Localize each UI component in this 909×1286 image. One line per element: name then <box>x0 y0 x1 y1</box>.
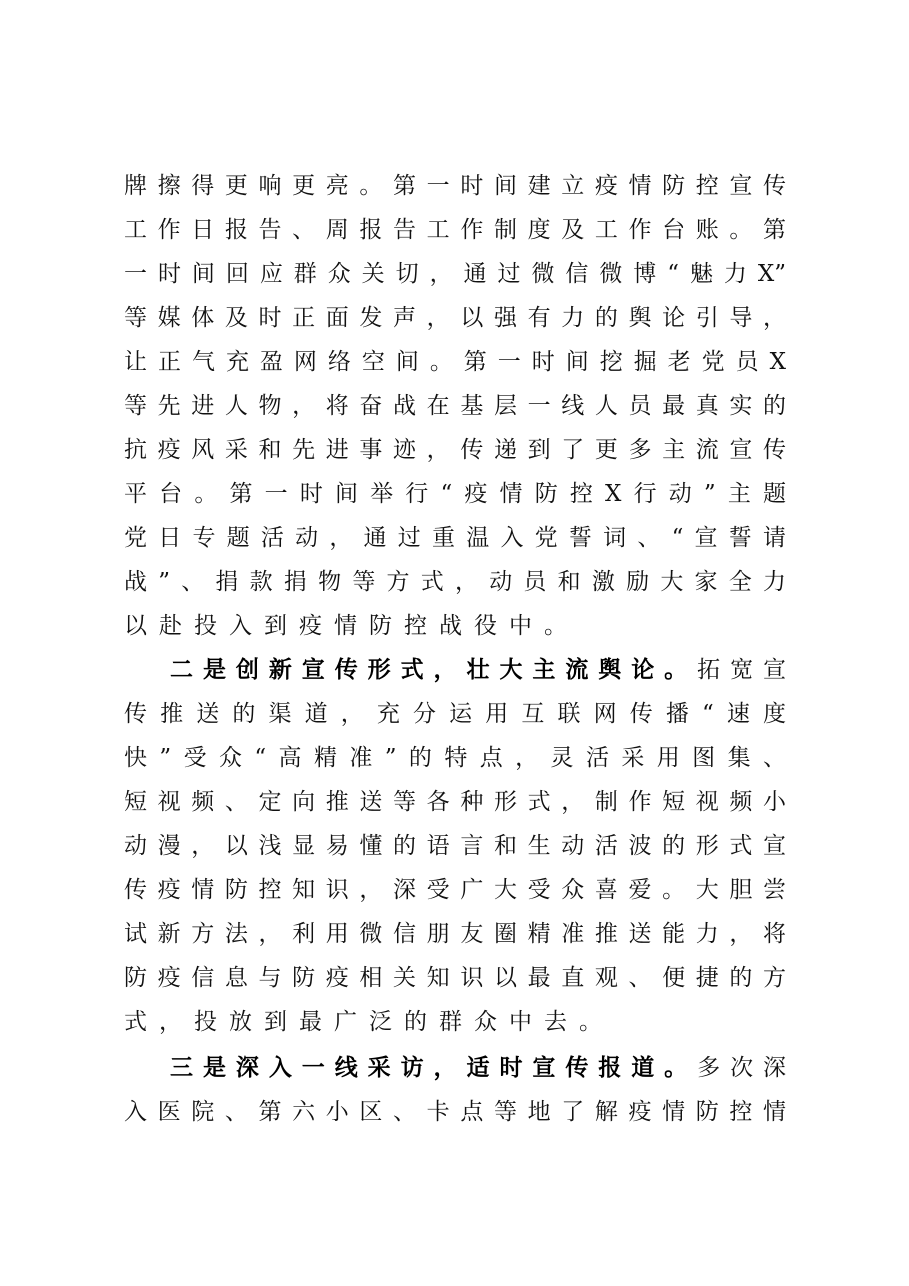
text-line: 牌擦得更响更亮。第一时间建立疫情防控宣传 <box>124 173 786 199</box>
text-line: 试新方法，利用微信朋友圈精准推送能力，将 <box>124 921 786 947</box>
section-heading: 三是深入一线采访，适时宣传报道。 <box>170 1054 698 1081</box>
text-line: 防疫信息与防疫相关知识以最直观、便捷的方 <box>124 965 786 991</box>
text-line: 入医院、第六小区、卡点等地了解疫情防控情 <box>124 1099 786 1125</box>
text-line: 等先进人物，将奋战在基层一线人员最真实的 <box>124 393 786 419</box>
text-line: 平台。第一时间举行“疫情防控X行动”主题 <box>124 481 786 507</box>
text-line: 让正气充盈网络空间。第一时间挖掘老党员X <box>124 349 786 375</box>
paragraph-first-line <box>170 650 786 690</box>
text-line: 式，投放到最广泛的群众中去。 <box>124 1009 614 1035</box>
text-line: 战”、捐款捐物等方式，动员和激励大家全力 <box>124 569 786 595</box>
text-line: 党日专题活动，通过重温入党誓词、“宣誓请 <box>124 525 786 551</box>
text-line: 动漫，以浅显易懂的语言和生动活波的形式宣 <box>124 833 786 859</box>
paragraph-first-line <box>170 1048 786 1088</box>
section-heading: 二是创新宣传形式，壮大主流舆论。 <box>170 656 698 683</box>
text-line: 等媒体及时正面发声，以强有力的舆论引导， <box>124 305 786 331</box>
text-line: 以赴投入到疫情防控战役中。 <box>124 613 579 639</box>
text-line: 传推送的渠道，充分运用互联网传播“速度 <box>124 701 786 727</box>
text-line: 工作日报告、周报告工作制度及工作台账。第 <box>124 217 786 243</box>
text-span: 多次深 <box>697 1055 787 1081</box>
text-line: 传疫情防控知识，深受广大受众喜爱。大胆尝 <box>124 877 786 903</box>
text-line: 快”受众“高精准”的特点，灵活采用图集、 <box>124 745 786 771</box>
text-line: 一时间回应群众关切，通过微信微博“魅力X” <box>124 261 786 287</box>
text-line: 抗疫风采和先进事迹，传递到了更多主流宣传 <box>124 437 786 463</box>
text-span: 拓宽宣 <box>697 657 787 683</box>
text-line: 短视频、定向推送等各种形式，制作短视频小 <box>124 789 786 815</box>
